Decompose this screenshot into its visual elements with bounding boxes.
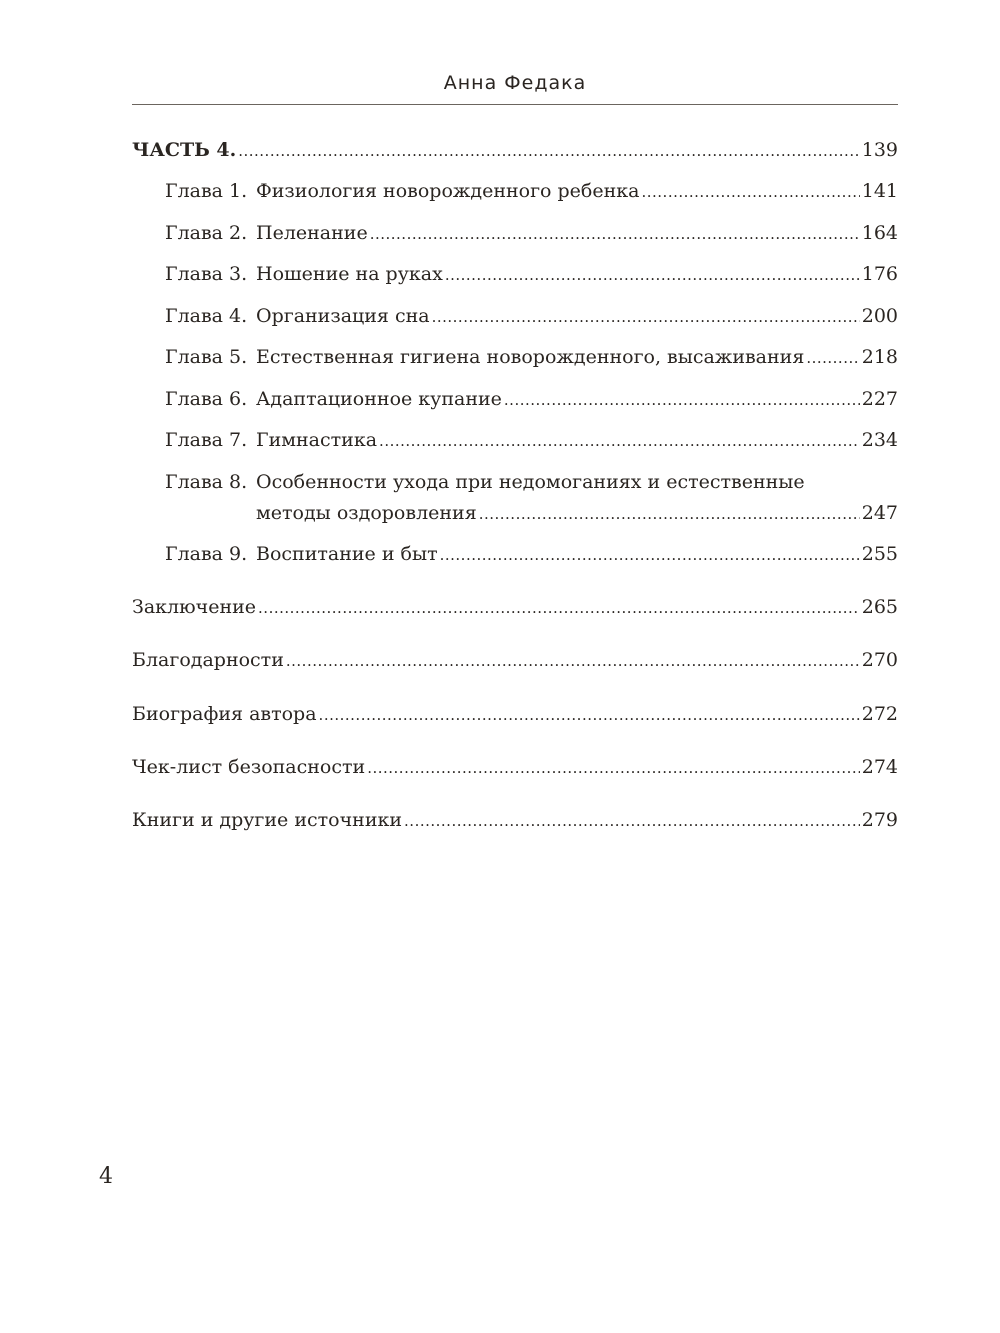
- toc-section-sources[interactable]: [132, 805, 898, 835]
- chapter-page: 141: [861, 180, 898, 202]
- chapter-title-continued: методы оздоровления: [256, 502, 477, 524]
- dot-leader: [404, 806, 860, 836]
- toc-section-safety-checklist[interactable]: [132, 752, 898, 782]
- dot-leader: [445, 260, 860, 290]
- chapter-title: Адаптационное купание: [256, 388, 502, 410]
- dot-leader: [440, 540, 860, 570]
- section-page: 270: [861, 649, 898, 671]
- chapter-page: 234: [861, 429, 898, 451]
- dot-leader: [367, 753, 860, 783]
- section-title: Благодарности: [132, 649, 284, 671]
- dot-leader: [370, 219, 860, 249]
- toc-part-page: 139: [861, 139, 898, 161]
- chapter-number: Глава 2.: [165, 222, 248, 244]
- chapter-number: Глава 3.: [165, 263, 248, 285]
- chapter-title: Гимнастика: [256, 429, 378, 451]
- chapter-page: 255: [861, 543, 898, 565]
- dot-leader: [641, 177, 859, 207]
- toc-chapter-2[interactable]: [165, 218, 898, 248]
- chapter-title: Воспитание и быт: [256, 543, 438, 565]
- toc-chapter-3[interactable]: [165, 259, 898, 289]
- section-title: Чек-лист безопасности: [132, 756, 366, 778]
- chapter-page: 200: [861, 305, 898, 327]
- toc-chapter-4[interactable]: [165, 301, 898, 331]
- section-title: Книги и другие источники: [132, 809, 403, 831]
- toc-part-title: ЧАСТЬ 4.: [132, 139, 237, 161]
- section-page: 279: [861, 809, 898, 831]
- chapter-title: Физиология новорожденного ребенка: [256, 180, 640, 202]
- toc-chapter-9[interactable]: [165, 539, 898, 569]
- dot-leader: [504, 385, 860, 415]
- chapter-page: 176: [861, 263, 898, 285]
- toc-chapter-6[interactable]: [165, 384, 898, 414]
- chapter-title: Ношение на руках: [256, 263, 443, 285]
- toc-section-author-bio[interactable]: [132, 699, 898, 729]
- toc-section-acknowledgements[interactable]: [132, 645, 898, 675]
- chapter-number: Глава 6.: [165, 388, 248, 410]
- toc-chapter-7[interactable]: [165, 425, 898, 455]
- section-page: 272: [861, 703, 898, 725]
- chapter-number: Глава 9.: [165, 543, 248, 565]
- dot-leader: [258, 593, 860, 623]
- chapter-page: 227: [861, 388, 898, 410]
- chapter-page: 247: [861, 502, 898, 524]
- dot-leader: [319, 700, 860, 730]
- dot-leader: [238, 136, 860, 166]
- chapter-number: Глава 7.: [165, 429, 248, 451]
- chapter-title: Организация сна: [256, 305, 430, 327]
- toc-section-conclusion[interactable]: [132, 592, 898, 622]
- toc-part-entry[interactable]: [132, 135, 898, 165]
- section-page: 274: [861, 756, 898, 778]
- running-head: Анна Федака: [443, 72, 587, 94]
- chapter-number: Глава 5.: [165, 346, 248, 368]
- chapter-page: 164: [861, 222, 898, 244]
- dot-leader: [379, 426, 860, 456]
- section-page: 265: [861, 596, 898, 618]
- chapter-number: Глава 1.: [165, 180, 248, 202]
- toc-chapter-8-continued[interactable]: [256, 498, 898, 528]
- dot-leader: [432, 302, 860, 332]
- chapter-title: Пеленание: [256, 222, 368, 244]
- chapter-title: Естественная гигиена новорожденного, высаживания: [256, 346, 805, 368]
- toc-chapter-8[interactable]: [165, 467, 898, 497]
- toc-chapter-5[interactable]: [165, 342, 898, 372]
- chapter-number: Глава 8.: [165, 471, 248, 493]
- page-number: 4: [99, 1164, 113, 1189]
- chapter-title: Особенности ухода при недомоганиях и естественные: [256, 471, 805, 493]
- dot-leader: [479, 499, 860, 529]
- section-title: Заключение: [132, 596, 257, 618]
- dot-leader: [286, 646, 860, 676]
- dot-leader: [806, 343, 859, 373]
- section-title: Биография автора: [132, 703, 317, 725]
- chapter-page: 218: [861, 346, 898, 368]
- header-rule: [132, 104, 898, 105]
- toc-chapter-1[interactable]: [165, 176, 898, 206]
- chapter-number: Глава 4.: [165, 305, 248, 327]
